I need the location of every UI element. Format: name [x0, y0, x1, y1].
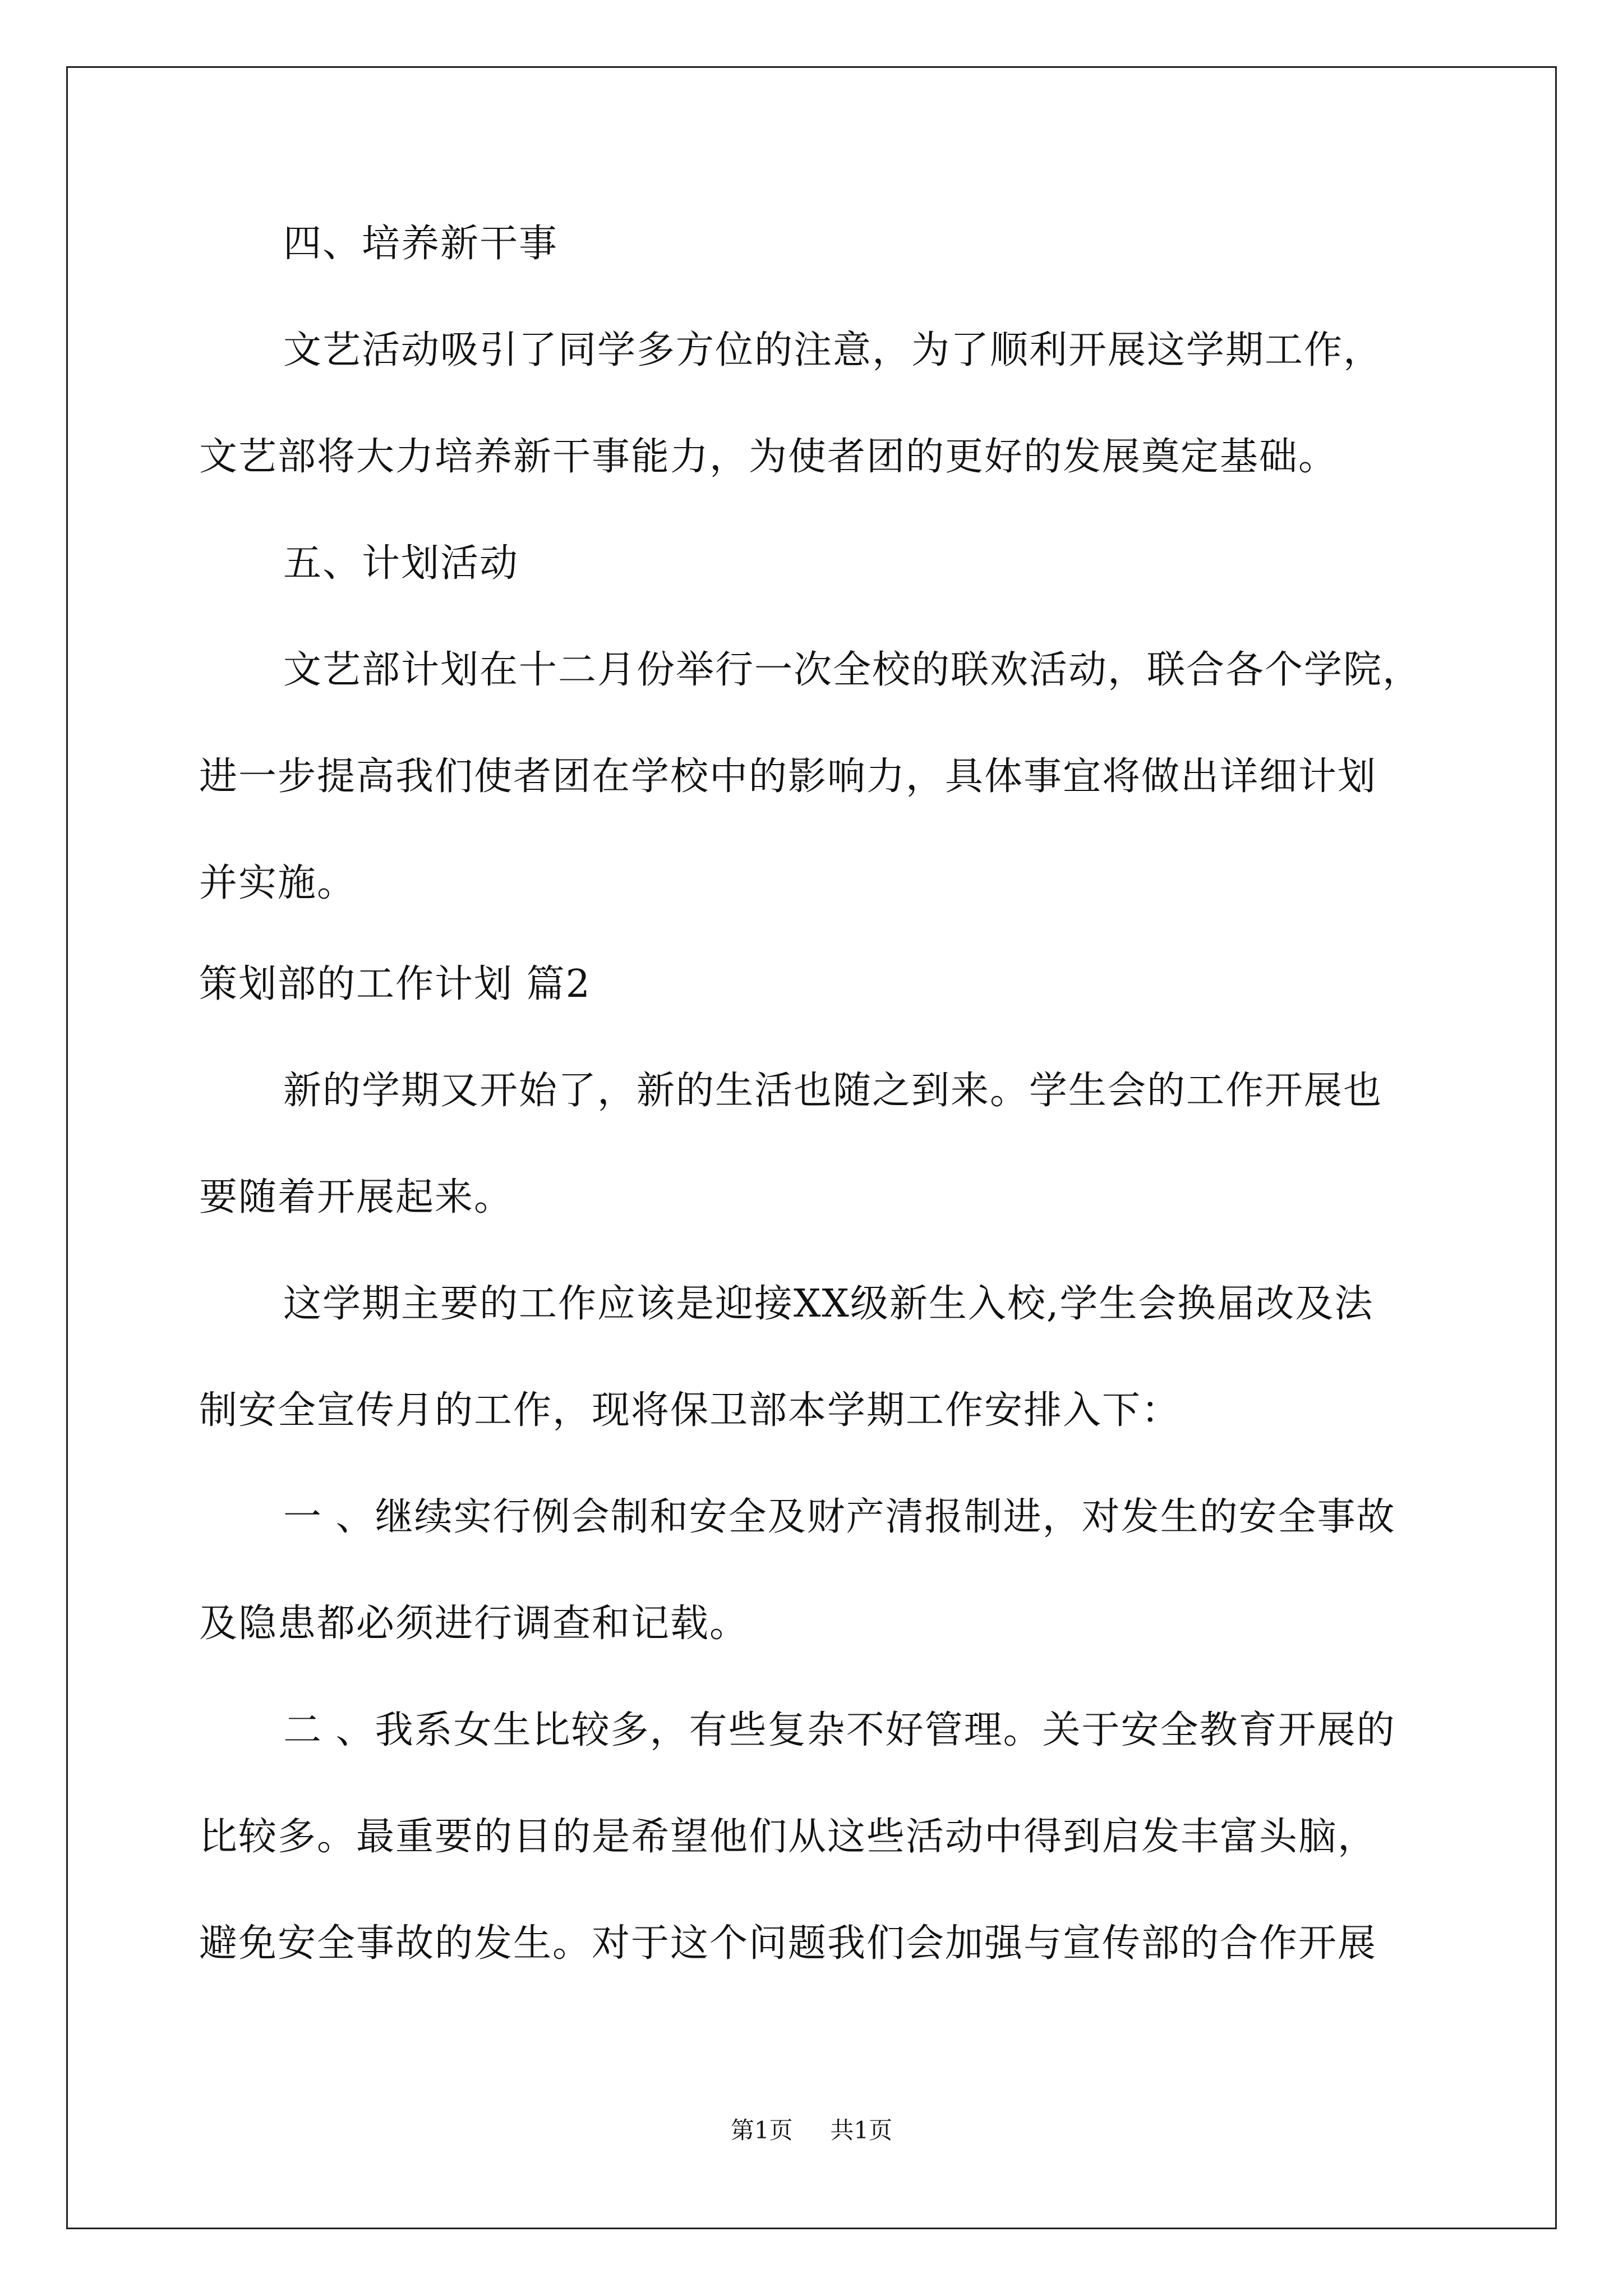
paragraph-line: 并实施。 [199, 861, 357, 905]
paragraph-line: 及隐患都必须进行调查和记载。 [199, 1602, 749, 1646]
paragraph-line: 要随着开展起来。 [199, 1175, 514, 1220]
page-number-current: 第1页 [730, 2116, 793, 2144]
page-footer [0, 2115, 1623, 2146]
section-heading-5: 五、计划活动 [283, 541, 519, 586]
paragraph-line: 这学期主要的工作应该是迎接XX级新生入校,学生会换届改及法 [283, 1282, 1374, 1326]
paragraph-line: 文艺部将大力培养新干事能力，为使者团的更好的发展奠定基础。 [199, 435, 1338, 479]
paragraph-line: 比较多。最重要的目的是希望他们从这些活动中得到启发丰富头脑， [199, 1815, 1377, 1859]
paragraph-line: 文艺活动吸引了同学多方位的注意，为了顺利开展这学期工作， [283, 328, 1383, 372]
page-number-total: 共1页 [830, 2116, 893, 2144]
paragraph-line: 避免安全事故的发生。对于这个问题我们会加强与宣传部的合作开展 [199, 1921, 1377, 1966]
page-border [66, 66, 1557, 2229]
paragraph-line: 文艺部计划在十二月份举行一次全校的联欢活动，联合各个学院， [283, 648, 1422, 692]
paragraph-line: 一 、继续实行例会制和安全及财产清报制进，对发生的安全事故 [283, 1495, 1396, 1539]
paragraph-line: 新的学期又开始了，新的生活也随之到来。学生会的工作开展也 [283, 1069, 1383, 1113]
paragraph-line: 制安全宣传月的工作，现将保卫部本学期工作安排入下： [199, 1388, 1181, 1433]
paragraph-line: 进一步提高我们使者团在学校中的影响力，具体事宜将做出详细计划 [199, 754, 1377, 799]
section-heading-4: 四、培养新干事 [283, 222, 559, 266]
article-title: 策划部的工作计划 篇2 [199, 962, 591, 1006]
paragraph-line: 二 、我系女生比较多，有些复杂不好管理。关于安全教育开展的 [283, 1708, 1396, 1752]
